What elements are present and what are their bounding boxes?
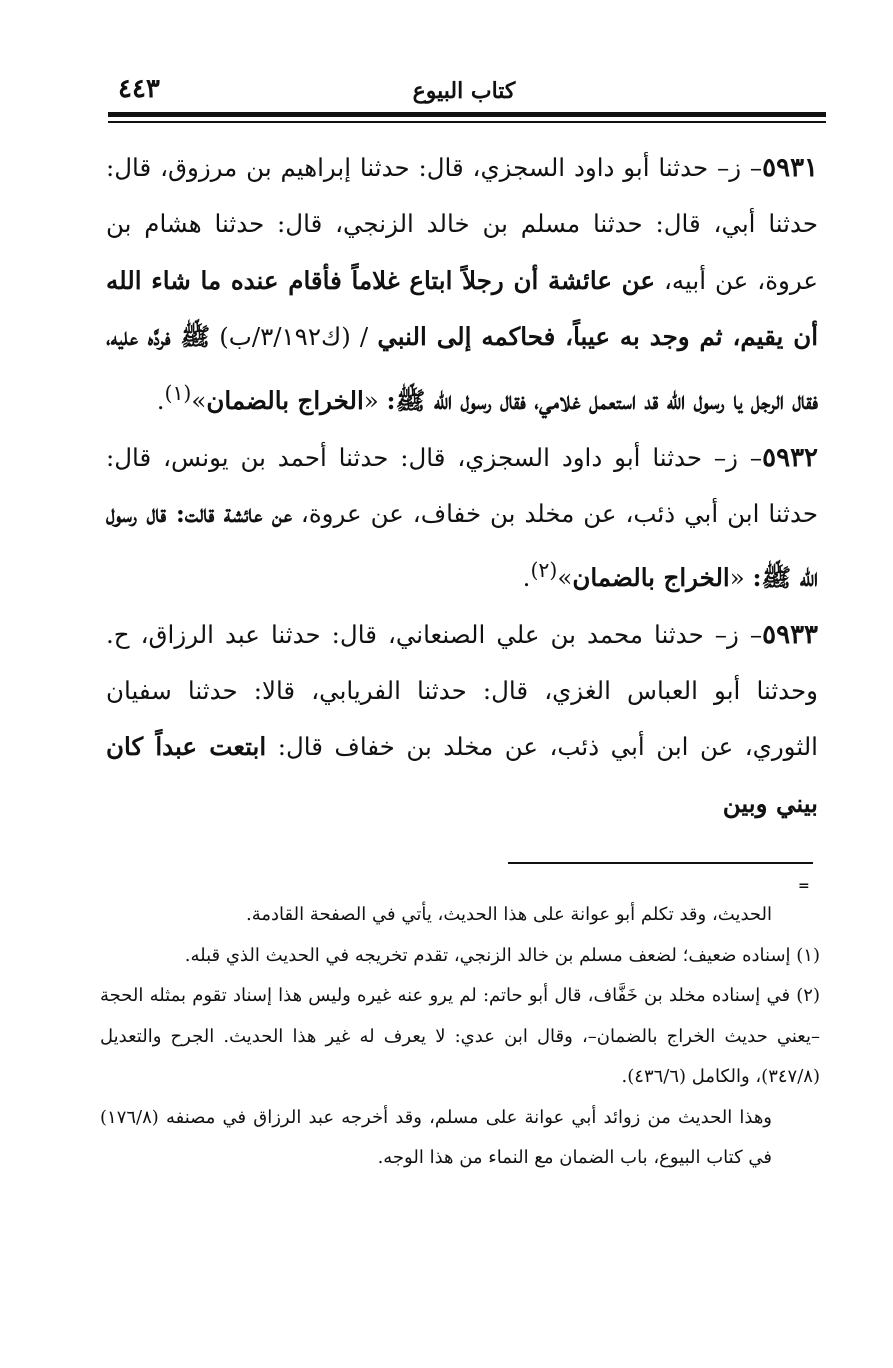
manuscript-reference: / (ك٣/١٩٢/ب)	[210, 321, 378, 351]
footnote-ref-1: (١)	[164, 381, 192, 406]
quote-open: «	[363, 386, 387, 416]
hadith-5933	[106, 607, 818, 832]
continuation-mark: =	[798, 878, 810, 894]
hadith-5932	[106, 430, 818, 607]
quote-close: »	[191, 386, 207, 416]
quoted-saying: الخراج بالضمان	[206, 386, 364, 416]
footnotes	[100, 895, 820, 1179]
matn: عن عائشة قالت: قال رسول الله ﷺ:	[106, 498, 818, 593]
footnote-continuation: الحديث، وقد تكلم أبو عوانة على هذا الحديث، يأتي في الصفحة القادمة.	[245, 904, 772, 925]
matn-continued: ﷺ فردَّه عليه، فقال الرجل يا رسول الله قد استعمل غلامي، فقال رسول الله ﷺ:	[106, 321, 818, 416]
main-text	[106, 140, 818, 832]
page-number: ٤٤٣	[118, 74, 160, 104]
isnad: – ز– حدثنا أبو داود السجزي، قال: حدثنا أحمد بن يونس، قال: حدثنا ابن أبي ذئب، عن مخلد بن خفاف، عن عروة،	[106, 442, 818, 528]
quote-open: «	[729, 563, 753, 593]
header-rule-thick	[108, 112, 826, 117]
full-stop: .	[156, 386, 165, 416]
quoted-saying: الخراج بالضمان	[572, 563, 730, 593]
isnad: – ز– حدثنا أبو داود السجزي، قال: حدثنا إبراهيم بن مرزوق، قال: حدثنا أبي، قال: حدثنا مسلم بن خالد الزنجي، قال: حدثنا هشام بن عروة، عن أبيه،	[106, 153, 818, 295]
footnote-2: (٢) في إسناده مخلد بن خَفَّاف، قال أبو حاتم: لم يرو عنه غيره وليس هذا إسناد تقوم بمثله الحجة –يعني حديث الخراج بالضمان–، وقال ابن عدي: لا يعرف له غير هذا الحديث. الجرح والتعديل (٣٤٧/٨)، والكامل (٤٣٦/٦).	[100, 985, 820, 1087]
hadith-number: ٥٩٣٣	[762, 619, 818, 650]
footnote-separator	[508, 862, 813, 864]
running-title: كتاب البيوع	[412, 78, 516, 104]
footnote-2-continued: وهذا الحديث من زوائد أبي عوانة على مسلم، وقد أخرجه عبد الرزاق في مصنفه (١٧٦/٨) في كتاب البيوع، باب الضمان مع النماء من هذا الوجه.	[100, 1106, 772, 1168]
quote-close: »	[557, 563, 573, 593]
hadith-number: ٥٩٣١	[762, 153, 818, 183]
page-header	[108, 70, 820, 110]
footnote-1: (١) إسناده ضعيف؛ لضعف مسلم بن خالد الزنجي، تقدم تخريجه في الحديث الذي قبله.	[184, 944, 820, 966]
matn: عن عائشة أن رجلاً ابتاع غلاماً فأقام عنده ما شاء الله أن يقيم، ثم وجد به عيباً، فحاكمه إلى النبي	[106, 265, 819, 351]
isnad: – ز– حدثنا محمد بن علي الصنعاني، قال: حدثنا عبد الرزاق، ح. وحدثنا أبو العباس الغزي، قال: حدثنا الفريابي، قالا: حدثنا سفيان الثوري، عن ابن أبي ذئب، عن مخلد بن خفاف قال:	[106, 619, 818, 762]
footnote-ref-2: (٢)	[530, 558, 558, 583]
hadith-5931	[106, 140, 818, 430]
header-rule-thin	[108, 121, 826, 123]
hadith-number: ٥٩٣٢	[762, 442, 818, 473]
matn: ابتعت عبداً كان بيني وبين	[106, 732, 818, 818]
full-stop: .	[522, 563, 531, 593]
